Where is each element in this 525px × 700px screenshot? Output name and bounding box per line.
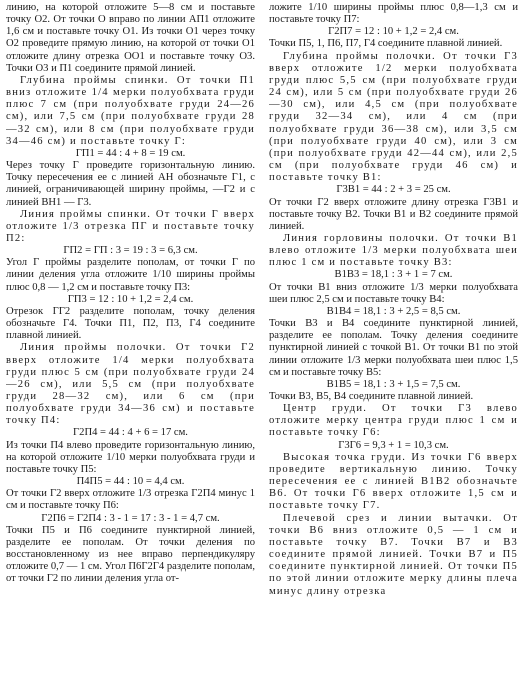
section-liniya-gorloviny-polochki: Линия горловины полочки. От точки В1 влево отложите 1/3 мерки полуобхвата шеи плюс 1 см и поставьте точку В3: — [269, 232, 518, 269]
section-glubina-proimy-spinki: Глубина проймы спинки. От точки П1 вниз отложите 1/4 мерки полуобхвата груди плюс 7 см (при полуобхвате груди 24—26 см), или 7,5 см (при полуобхвате груди 28—32 см), или 8 см (при полуобхвате груди 34—46 см) и поставьте точку Г: — [6, 74, 255, 147]
section-vysokaya-tochka-grudi: Высокая точка груди. Из точки Г6 вверх проведите вертикальную линию. Точку пересечения ее с линией В1В2 обозначьте В6. От точки Г6 вверх отложите 1,5 см и поставьте точку Г7. — [269, 451, 518, 512]
paragraph: Из точки П4 влево проведите горизонтальную линию, на которой отложите 1/10 мерки полуобхвата груди и поставьте точку П5: — [6, 439, 255, 475]
section-liniya-proimy-polochki: Линия проймы полочки. От точки Г2 вверх отложите 1/4 мерки полуобхвата груди плюс 5 см (при полуобхвате груди 24—26 см), или 5,5 см (при полуобхвате груди 28—32 см), или 6 см (при полуобхвате груди 34—36 см) и поставьте точку П4: — [6, 342, 255, 427]
paragraph: ложите 1/10 ширины проймы плюс 0,8—1,3 см и поставьте точку П7: — [269, 2, 518, 26]
formula: ГП3 = 12 : 10 + 1,2 = 2,4 см. — [67, 293, 194, 305]
paragraph: От точки В1 вниз отложите 1/3 мерки полуобхвата шеи плюс 2,5 см и поставьте точку В4: — [269, 281, 518, 305]
paragraph: Через точку Г проведите горизонтальную линию. Точку пересечения ее с линией АН обозначьте Г1, с линией, ограничивающей ширину проймы, —Г2 и с линией ВН1 — Г3. — [6, 160, 255, 208]
formula: Г3В1 = 44 : 2 + 3 = 25 см. — [336, 184, 451, 196]
formula: В1В5 = 18,1 : 3 + 1,5 = 7,5 см. — [326, 378, 461, 390]
paragraph: От точки Г2 вверх отложите длину отрезка Г3В1 и поставьте точку В2. Точки В1 и В2 соедините прямой линией. — [269, 196, 518, 232]
left-column — [6, 2, 255, 700]
section-plechevoi-srez: Плечевой срез и линии вытачки. От точки В6 вниз отложите 0,5 — 1 см и поставьте точку В7. Точки В7 и В3 соедините прямой линией. Точки В7 и П5 соедините пунктирной линией. От точки П5 по этой линии отложите мерку длины плеча минус длину отрезка — [269, 512, 518, 597]
right-column — [269, 2, 518, 700]
paragraph: Точки П5, 1, П6, П7, Г4 соедините плавной линией. — [269, 38, 503, 50]
formula: В1В4 = 18,1 : 3 + 2,5 = 8,5 см. — [326, 305, 461, 317]
section-liniya-proimy-spinki: Линия проймы спинки. От точки Г вверх отложите 1/3 отрезка ПГ и поставьте точку П2: — [6, 208, 255, 244]
section-centr-grudi: Центр груди. От точки Г3 влево отложите мерку центра груди плюс 1 см и поставьте точку Г6: — [269, 403, 518, 439]
paragraph: Угол Г проймы разделите пополам, от точки Г по линии деления угла отложите 1/10 ширины проймы плюс 0,8 — 1,2 см и поставьте точку П3: — [6, 257, 255, 293]
paragraph: Точки В3 и В4 соедините пунктирной линией, разделите ее пополам. Точку деления соедините пунктирной линией с точкой В1. От точки В1 по этой линии отложите 1/3 мерки полуобхвата шеи плюс 1,5 см и поставьте точку В5: — [269, 318, 518, 378]
formula: Г3Г6 = 9,3 + 1 = 10,3 см. — [338, 439, 449, 451]
paragraph: Точки П5 и П6 соедините пунктирной линией, разделите ее пополам. От точки деления по восстановленному из нее вправо перпендикуляру отложите 0,7 — 1 см. Угол П6Г2Г4 разделите пополам, от точки Г2 по линии деления угла от- — [6, 524, 255, 585]
paragraph: линию, на которой отложите 5—8 см и поставьте точку О2. От точки О вправо по линии АП1 отложите 1,6 см и поставьте точку О1. Из точки О1 через точку О2 проведите прямую линию, на которой от точки О1 отложите длину отрезка ОО1 и поставьте точку О3. Точки О3 и П1 соедините прямой линией. — [6, 2, 255, 74]
formula: В1В3 = 18,1 : 3 + 1 = 7 см. — [334, 269, 453, 281]
paragraph: Отрезок ГГ2 разделите пополам, точку деления обозначьте Г4. Точки П1, П2, П3, Г4 соедините плавной линией. — [6, 305, 255, 342]
formula: ГП1 = 44 : 4 + 8 = 19 см. — [75, 147, 186, 159]
formula: Г2П6 = Г2П4 : 3 - 1 = 17 : 3 - 1 = 4,7 см. — [41, 512, 220, 524]
paragraph: Точки В3, В5, В4 соедините плавной линией. — [269, 391, 474, 402]
formula: Г2П4 = 44 : 4 + 6 = 17 см. — [73, 427, 188, 439]
formula: П4П5 = 44 : 10 = 4,4 см. — [76, 476, 185, 488]
formula: Г2П7 = 12 : 10 + 1,2 = 2,4 см. — [328, 26, 459, 38]
formula: ГП2 = ГП : 3 = 19 : 3 = 6,3 см. — [63, 245, 198, 257]
section-glubina-proimy-polochki: Глубина проймы полочки. От точки Г3 вверх отложите 1/2 мерки полуобхвата груди плюс 5,5 см (при полуобхвате груди 24 см), или 5 см (при полуобхвате груди 26—30 см), или 4,5 см (при полуобхвате груди 32—34 см), или 4 см (при полуобхвате груди 36—38 см), или 3,5 см (при полуобхвате груди 40 см), или 3 см (при полуобхвате груди 42—44 см), или 2,5 см (при полуобхвате груди 46 см) и поставьте точку В1: — [269, 50, 518, 184]
paragraph: От точки Г2 вверх отложите 1/3 отрезка Г2П4 минус 1 см и поставьте точку П6: — [6, 488, 255, 512]
